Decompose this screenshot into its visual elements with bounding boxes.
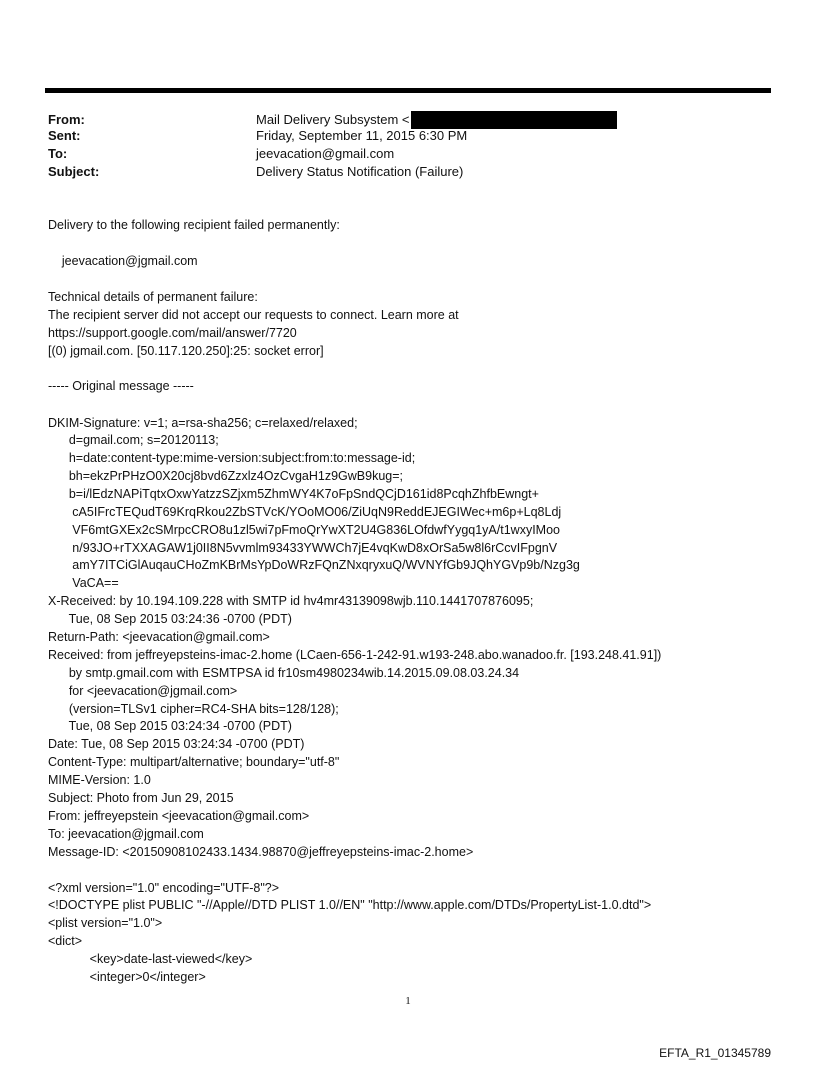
body-line: Tue, 08 Sep 2015 03:24:34 -0700 (PDT) [48, 719, 292, 733]
body-line: MIME-Version: 1.0 [48, 773, 151, 787]
body-line: for <jeevacation@jgmail.com> [48, 684, 238, 698]
body-line: bh=ekzPrPHzO0X20cj8bvd6Zzxlz4OzCvgaH1z9GwB9kug=; [48, 469, 404, 483]
body-line: <integer>0</integer> [48, 970, 206, 984]
body-line: cA5IFrcTEQudT69KrqRkou2ZbSTVcK/YOoMO06/ZiUqN9ReddEJEGIWec+m6p+Lq8Ldj [48, 505, 562, 519]
sent-label: Sent: [48, 128, 81, 143]
body-line: n/93JO+rTXXAGAW1j0II8N5vvmlm93433YWWCh7jE4vqKwD8xOrSa5w8l6rCcvIFpgnV [48, 541, 558, 555]
body-line: (version=TLSv1 cipher=RC4-SHA bits=128/128); [48, 702, 339, 716]
to-label: To: [48, 146, 68, 161]
body-line: Tue, 08 Sep 2015 03:24:36 -0700 (PDT) [48, 612, 292, 626]
body-line: h=date:content-type:mime-version:subject:from:to:message-id; [48, 451, 416, 465]
body-line: To: jeevacation@jgmail.com [48, 827, 204, 841]
body-line: <dict> [48, 934, 83, 948]
body-line: b=i/lEdzNAPiTqtxOxwYatzzSZjxm5ZhmWY4K7oFpSndQCjD161id8PcqhZhfbEwngt+ [48, 487, 539, 501]
body-line: The recipient server did not accept our requests to connect. Learn more at [48, 308, 459, 322]
body-line: https://support.google.com/mail/answer/7720 [48, 326, 297, 340]
body-line: d=gmail.com; s=20120113; [48, 433, 219, 447]
body-line: Date: Tue, 08 Sep 2015 03:24:34 -0700 (PDT) [48, 737, 305, 751]
subject-label: Subject: [48, 164, 100, 179]
body-line: <?xml version="1.0" encoding="UTF-8"?> [48, 881, 280, 895]
body-line: <key>date-last-viewed</key> [48, 952, 253, 966]
body-line: <plist version="1.0"> [48, 916, 163, 930]
body-line: X-Received: by 10.194.109.228 with SMTP id hv4mr43139098wjb.110.1441707876095; [48, 594, 534, 608]
body-line: VaCA== [48, 576, 119, 590]
body-line: Return-Path: <jeevacation@gmail.com> [48, 630, 270, 644]
body-line: Technical details of permanent failure: [48, 290, 258, 304]
sent-value: Friday, September 11, 2015 6:30 PM [256, 128, 468, 143]
body-line: Delivery to the following recipient failed permanently: [48, 218, 340, 232]
body-line: [(0) jgmail.com. [50.117.120.250]:25: socket error] [48, 344, 324, 358]
body-line: ----- Original message ----- [48, 379, 194, 393]
body-line: amY7ITCiGlAuqauCHoZmKBrMsYpDoWRzFQnZNxqryxuQ/WVNYfGb9JQhYGVp9b/Nzg3g [48, 558, 580, 572]
from-text: Mail Delivery Subsystem < [256, 112, 410, 127]
body-line: DKIM-Signature: v=1; a=rsa-sha256; c=relaxed/relaxed; [48, 416, 358, 430]
body-line: by smtp.gmail.com with ESMTPSA id fr10sm4980234wib.14.2015.09.08.03.24.34 [48, 666, 520, 680]
body-line: <!DOCTYPE plist PUBLIC "-//Apple//DTD PLIST 1.0//EN" "http://www.apple.com/DTDs/PropertyList-1.0.dtd"> [48, 898, 652, 912]
body-line: Received: from jeffreyepsteins-imac-2.home (LCaen-656-1-242-91.w193-248.abo.wanadoo.fr. [193.248.41.91]) [48, 648, 662, 662]
header-rule [45, 88, 771, 93]
page-number: 1 [405, 995, 411, 1007]
body-line: Subject: Photo from Jun 29, 2015 [48, 791, 234, 805]
body-line: Message-ID: <20150908102433.1434.98870@jeffreyepsteins-imac-2.home> [48, 845, 474, 859]
from-label: From: [48, 112, 85, 127]
body-line: Content-Type: multipart/alternative; boundary="utf-8" [48, 755, 340, 769]
to-value: jeevacation@gmail.com [256, 146, 395, 161]
subject-value: Delivery Status Notification (Failure) [256, 164, 464, 179]
body-line: VF6mtGXEx2cSMrpcCRO8u1zl5wi7pFmoQrYwXT2U4G836LOfdwfYygq1yA/t1wxyIMoo [48, 523, 560, 537]
body-line: From: jeffreyepstein <jeevacation@gmail.com> [48, 809, 310, 823]
body-line: jeevacation@jgmail.com [48, 254, 198, 268]
bates-number: EFTA_R1_01345789 [659, 1046, 771, 1060]
